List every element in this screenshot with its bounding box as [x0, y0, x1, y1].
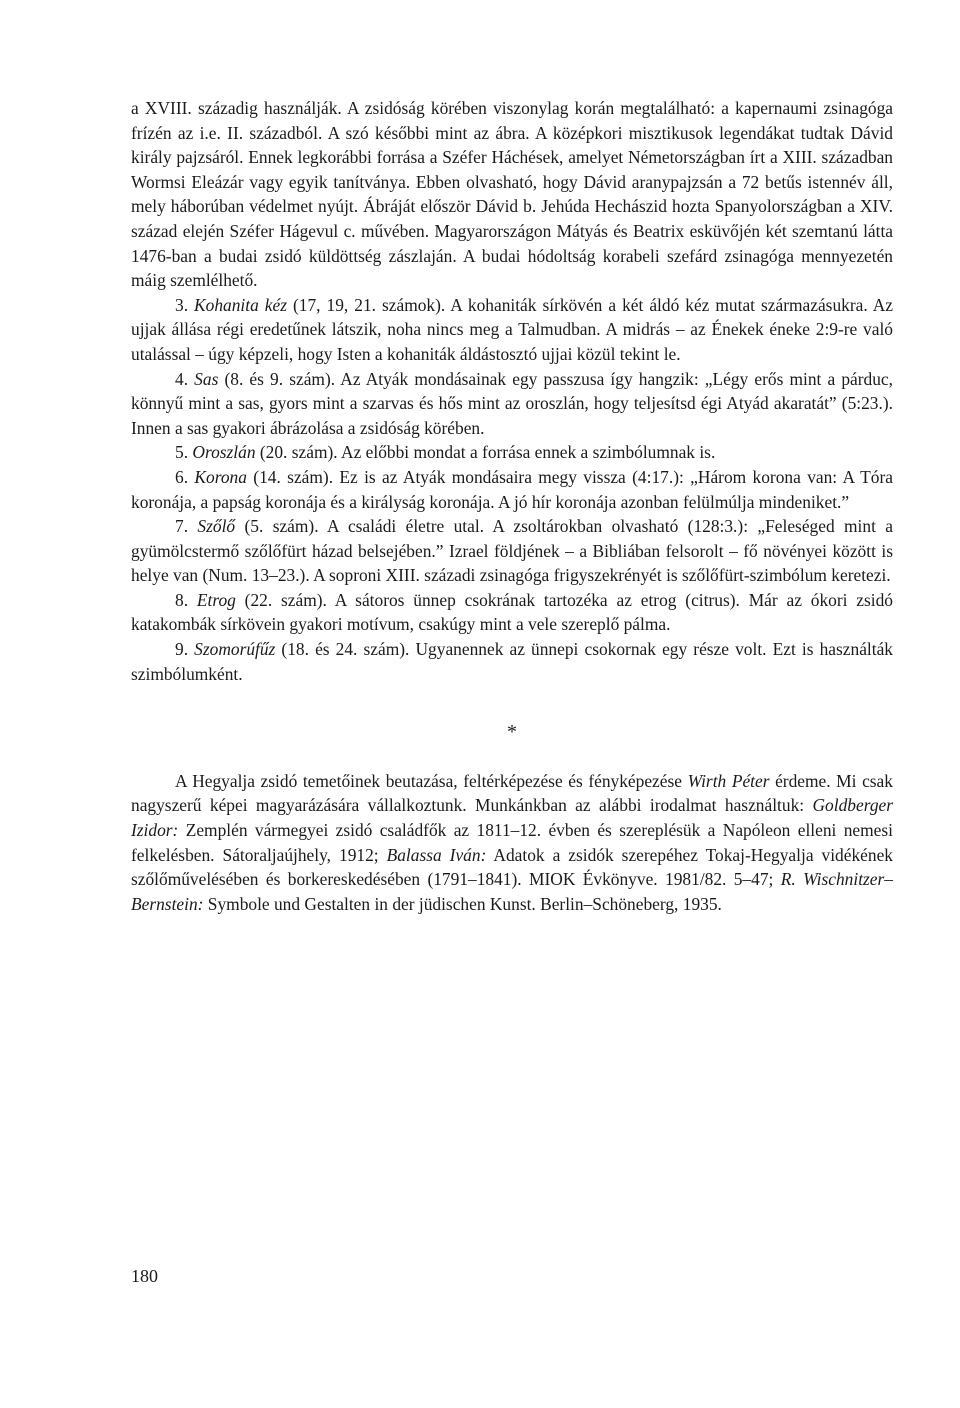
notes-section: [131, 96, 893, 686]
italic-text: Goldberger Izidor:: [131, 795, 893, 841]
italic-text: Oroszlán: [192, 442, 256, 463]
text-run: (18. és 24. szám). Ugyanennek az ünnepi csokornak egy része volt. Ezt is használták szimbólumként.: [131, 639, 894, 684]
italic-text: Etrog: [196, 589, 236, 610]
italic-text: Korona: [194, 466, 247, 487]
text-run: érdeme. Mi csak nagyszerű képei magyarázására vállalkoztunk. Munkánkban az alábbi irodalmat használtuk:: [131, 770, 893, 816]
text-run: 7.: [175, 516, 198, 537]
text-run: (17, 19, 21. számok). A kohaniták sírkövén a két áldó kéz mutat származásukra. Az ujjak állása régi eredetűnek látszik, noha nincs meg a Talmudban. A midrás – az Énekek éneke 2:9-re való utalással – úgy képzeli, hogy Isten a kohaniták áldástosztó ujjai közül tekint le.: [131, 294, 894, 364]
text-run: (5. szám). A családi életre utal. A zsoltárokban olvasható (128:3.): „Feleséged mint a gyümölcstermő szőlőfürt házad belsejében.” Izrael földjének – a Bibliában felsorolt – fő növényei között is helye van (Num. 13–23.). A soproni XIII. századi zsinagóga frigyszekrényét is szőlőfürt-szimbólum keretezi.: [131, 516, 894, 586]
text-run: Zemplén vármegyei zsidó családfők az 1811–12. évben és szereplésük a Napóleon elleni nemesi felkelésben. Sátoraljaújhely, 1912;: [131, 820, 893, 865]
section-separator: *: [507, 721, 517, 744]
italic-text: Szőlő: [197, 516, 236, 537]
italic-text: Kohanita kéz: [194, 294, 287, 315]
text-run: 9.: [175, 639, 195, 660]
text-run: Adatok a zsidók szerepéhez Tokaj-Hegyalja vidékének szőlőművelésében és borkereskedésében (1791–1841). MIOK Évkönyve. 1981/82. 5–47;: [131, 844, 893, 890]
text-run: 4.: [175, 368, 195, 389]
closing-paragraph: [131, 769, 893, 917]
italic-text: Sas: [194, 368, 219, 389]
page-body: [131, 96, 893, 916]
text-run: (20. szám). Az előbbi mondat a forrása ennek a szimbólumnak is.: [255, 442, 716, 463]
paragraph: [131, 637, 893, 686]
paragraph: [131, 465, 893, 514]
text-run: 3.: [175, 294, 195, 315]
page-number: 180: [131, 1266, 158, 1286]
paragraph: [131, 440, 893, 465]
text-run: 6.: [175, 466, 195, 487]
italic-text: Balassa Iván:: [386, 844, 487, 865]
text-run: A Hegyalja zsidó temetőinek beutazása, feltérképezése és fényképezése: [175, 770, 688, 791]
italic-text: Szomorúfűz: [194, 639, 276, 660]
text-run: (22. szám). A sátoros ünnep csokrának tartozéka az etrog (citrus). Már az ókori zsidó katakombák sírkövein gyakori motívum, csakúgy mint a vele szereplő pálma.: [131, 589, 893, 635]
text-run: 8.: [175, 589, 197, 610]
paragraph: [131, 96, 893, 293]
text-run: Symbole und Gestalten in der jüdischen Kunst. Berlin–Schöneberg, 1935.: [203, 893, 722, 914]
paragraph: [131, 514, 893, 588]
text-run: a XVIII. századig használják. A zsidóság körében viszonylag korán megtalálható: a kapernaumi zsinagóga frízén az i.e. II. századból. A szó későbbi mint az ábra. A középkori misztikusok legendákat tudtak Dávid király pajzsáról. Ennek legkorábbi forrása a Széfer Háchések, amelyet Németországban írt a XIII. században Wormsi Eleázár vagy egyik tanítványa. Ebben olvasható, hogy Dávid aranypajzsán a 72 betűs istennév áll, mely háborúban védelmet nyújt. Ábráját először Dávid b. Jehúda Hechászid hozta Spanyolországban a XIV. század elején Széfer Hágevul c. művében. Magyarországon Mátyás és Beatrix esküvőjén két szemtanú látta 1476-ban a budai zsidó küldöttség zászlaján. A budai hódoltság korabeli szefárd zsinagóga mennyezetén máig szemlélhető.: [131, 98, 893, 291]
text-run: (8. és 9. szám). Az Atyák mondásainak egy passzusa így hangzik: „Légy erős mint a párduc, könnyű mint a sas, gyors mint a szarvas és hős mint az oroszlán, hogy teljesítsd égi Atyád akaratát” (5:23.). Innen a sas gyakori ábrázolása a zsidóság körében.: [131, 368, 893, 438]
italic-text: Wirth Péter: [687, 770, 770, 791]
text-run: 5.: [175, 442, 193, 463]
paragraph: [131, 367, 893, 441]
paragraph: [131, 293, 893, 367]
text-run: (14. szám). Ez is az Atyák mondásaira megy vissza (4:17.): „Három korona van: A Tóra koronája, a papság koronája és a királyság koronája. A jó hír koronája azonban felülmúlja mindeniket.”: [131, 466, 894, 512]
italic-text: R. Wischnitzer–Bernstein:: [131, 869, 893, 914]
paragraph: [131, 588, 893, 637]
